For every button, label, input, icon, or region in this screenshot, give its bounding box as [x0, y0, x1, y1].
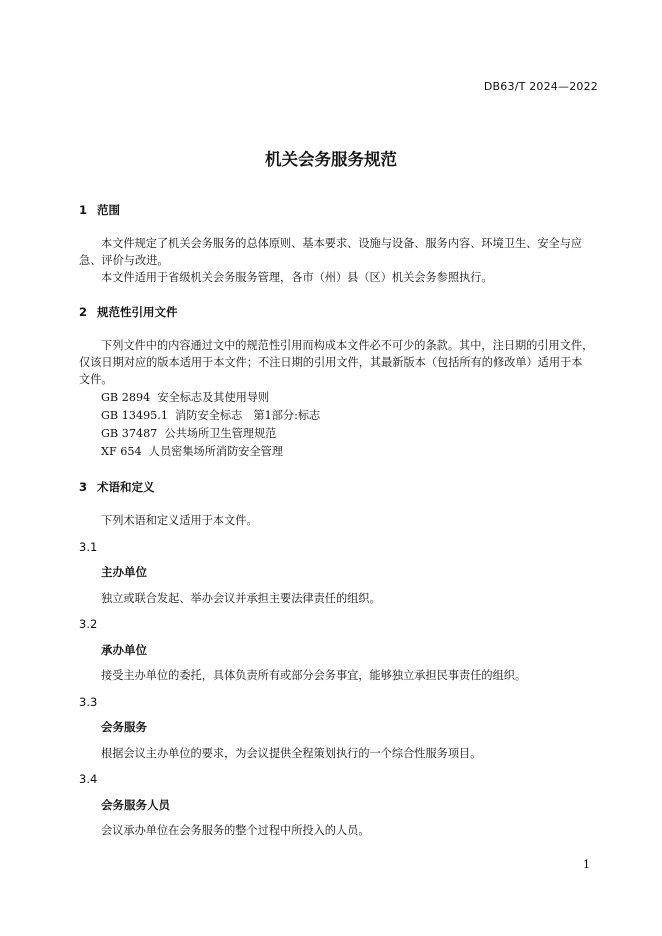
reference-item — [101, 425, 276, 441]
reference-code: XF 654 — [101, 445, 142, 458]
section-heading-terms — [79, 479, 155, 495]
normative-paragraph-line-1: 下列文件中的内容通过文中的规范性引用而构成本文件必不可少的条款。其中，注日期的引用文件， — [101, 339, 594, 352]
term-definition: 根据会议主办单位的要求，为会议提供全程策划执行的一个综合性服务项目。 — [101, 747, 482, 760]
scope-paragraph-2: 本文件适用于省级机关会务服务管理，各市（州）县（区）机关会务参照执行。 — [101, 271, 493, 284]
scope-paragraph-1-line-1: 本文件规定了机关会务服务的总体原则、基本要求、设施与设备、服务内容、环境卫生、安全与应 — [101, 237, 583, 250]
term-number: 3.4 — [79, 772, 98, 786]
term-name: 主办单位 — [101, 565, 147, 579]
reference-title: 公共场所卫生管理规范 — [164, 427, 277, 440]
reference-code: GB 2894 — [101, 391, 151, 404]
term-name: 会务服务人员 — [101, 798, 170, 812]
document-code: DB63/T 2024—2022 — [483, 80, 598, 93]
terms-intro: 下列术语和定义适用于本文件。 — [101, 514, 258, 527]
section-title: 规范性引用文件 — [97, 305, 178, 319]
reference-title: 人员密集场所消防安全管理 — [148, 445, 284, 458]
section-number: 2 — [79, 305, 88, 319]
reference-code: GB 37487 — [101, 427, 158, 440]
section-heading-scope — [79, 202, 120, 218]
reference-item — [101, 407, 320, 423]
page-number: 1 — [583, 858, 590, 871]
term-number: 3.1 — [79, 540, 98, 554]
reference-item — [101, 443, 283, 459]
term-definition: 接受主办单位的委托，具体负责所有或部分会务事宜，能够独立承担民事责任的组织。 — [101, 669, 527, 682]
term-name: 会务服务 — [101, 720, 147, 734]
reference-code: GB 13495.1 — [101, 409, 168, 422]
page-title: 机关会务服务规范 — [265, 150, 397, 169]
term-definition: 独立或联合发起、举办会议并承担主要法律责任的组织。 — [101, 592, 381, 605]
term-name: 承办单位 — [101, 643, 147, 657]
reference-item — [101, 389, 269, 405]
normative-paragraph-line-3: 文件。 — [79, 373, 113, 386]
normative-paragraph-line-2: 仅该日期对应的版本适用于本文件；不注日期的引用文件，其最新版本（包括所有的修改单）适用于本 — [79, 356, 583, 369]
section-title: 范围 — [97, 203, 120, 217]
reference-title: 安全标志及其使用导则 — [157, 391, 270, 404]
term-number: 3.3 — [79, 695, 98, 709]
term-number: 3.2 — [79, 617, 98, 631]
section-number: 3 — [79, 480, 88, 494]
scope-paragraph-1-line-2: 急、评价与改进。 — [79, 254, 169, 267]
term-definition: 会议承办单位在会务服务的整个过程中所投入的人员。 — [101, 824, 370, 837]
reference-title: 消防安全标志 第1部分:标志 — [175, 409, 321, 422]
section-heading-normative — [79, 304, 178, 320]
section-title: 术语和定义 — [97, 480, 155, 494]
section-number: 1 — [79, 203, 88, 217]
